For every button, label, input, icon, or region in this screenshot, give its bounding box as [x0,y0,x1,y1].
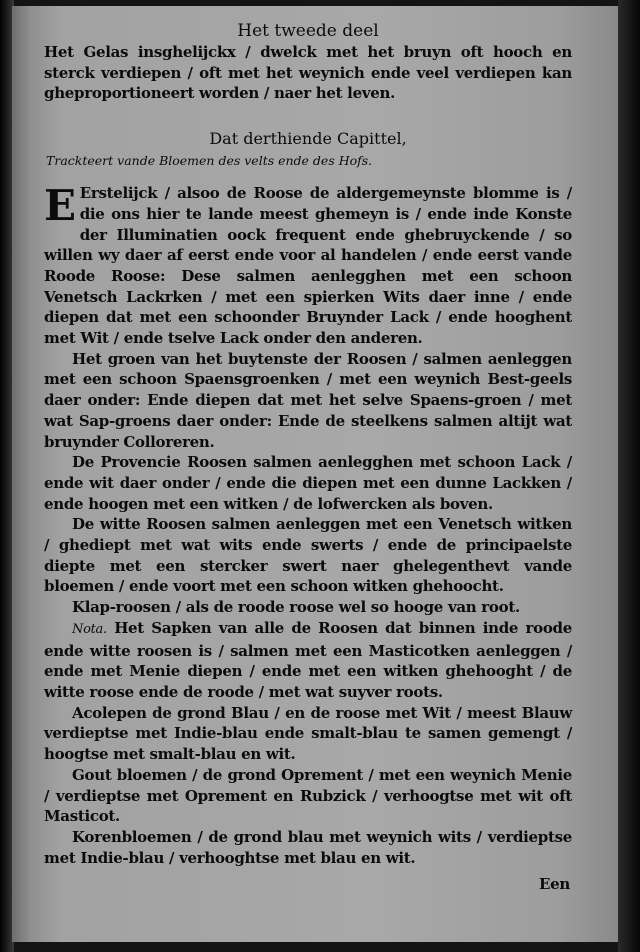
intro-lines: Het Gelas insghelijckx / dwelck met het bruyn oft hooch en sterck verdiepen / oft met het weynich ende veel verdiepen kan gheproportioneert worden / naer het leven. [44,43,572,103]
chapter-subtitle: Trackteert vande Bloemen des velts ende des Hofs. [46,153,373,169]
paragraph-2: Het groen van het buytenste der Roosen / salmen aenleggen met een schoon Spaensgroenken / met een weynich Best-geels daer onder: Ende diepen dat met het selve Spaens-groen / met wat Sap-groens daer onder: Ende de steelkens salmen altijt wat bruynder Colloreren. [44,349,572,451]
paragraph-7: Acolepen de grond Blau / en de roose met Wit / meest Blauw verdieptse met Indie-blau ende smalt-blau te samen gemengt / hoogtse met smalt-blau en wit. [44,703,572,764]
paragraph-3: De Provencie Roosen salmen aenlegghen met schoon Lack / ende wit daer onder / ende die diepen met een dunne Lackken / ende hoogen met een witken / de lofwercken als boven. [44,453,572,513]
page-content [44,20,572,895]
paragraph-6: Nota. Het Sapken van alle de Roosen dat binnen inde roode ende witte roosen is / salmen met een Masticotken aenleggen / ende met Menie diepen / ende met een witken ghehooght / de witte roose ende de roode / met wat suyver roots. [44,618,572,701]
chapter-body [44,183,572,895]
catchword: Een [539,875,570,894]
paragraph-4: De witte Roosen salmen aenleggen met een Venetsch witken / ghediept met wat wits ende swerts / ende de principaelste diepte met een stercker swert naer ghelegenthevt vande bloemen / ende voort met een schoon witken ghehoocht. [44,515,572,596]
paragraph-8: Gout bloemen / de grond Oprement / met een weynich Menie / verdieptse met Oprement en Rubzick / verhoogtse met wit oft Masticot. [44,765,572,826]
nota-label: Nota. [72,621,107,637]
book-gutter [618,0,640,952]
paragraph-9: Korenbloemen / de grond blau met weynich wits / verdieptse met Indie-blau / verhooghtse met blau en wit. [44,827,572,867]
drop-cap: E [44,181,76,231]
intro-text [44,42,572,104]
running-header: Het tweede deel [237,21,379,41]
paragraph-1: E Erstelijck / alsoo de Roose de aldergemeynste blomme is / die ons hier te lande meest ghemeyn is / ende inde Konste der Illuminatien oock frequent ende ghebruyckende / so willen wy daer af eerst ende voor al handelen / ende eerst vande Roode Roose: Dese salmen aenlegghen met een schoon Venetsch Lackrken / met een spierken Wits daer inne / ende diepen dat met een schoonder Bruynder Lack / ende hooghent met Wit / ende tselve Lack onder den anderen. [44,181,572,348]
chapter-title: Dat derthiende Capittel, [209,129,407,149]
paragraph-5: Klap-roosen / als de roode roose wel so hooge van root. [72,598,520,617]
